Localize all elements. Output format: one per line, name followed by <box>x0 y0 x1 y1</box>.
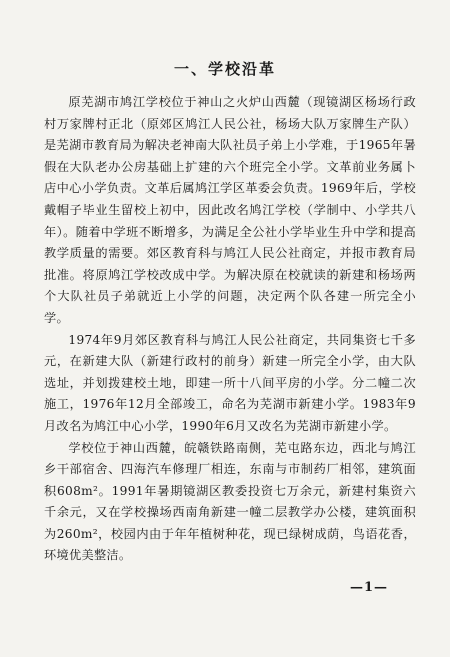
body-text <box>44 92 416 567</box>
section-title: 一、学校沿革 <box>173 60 276 78</box>
page-number: —1— <box>349 580 388 595</box>
paragraph-history: 原芜湖市鸠江学校位于神山之火炉山西麓（现镜湖区杨场行政村万家牌村正北（原郊区鸠江人民公社，杨场大队万家牌生产队）是芜湖市教育局为解决老神南大队社员子弟上小学难，于1965年暑假在大队老办公房基础上扩建的六个班完全小学。文革前业务属卜店中心小学负责。文革后属鸠江学区革委会负责。1969年后，学校戴帽子毕业生留校上初中，因此改名鸠江学校（学制中、小学共八年）。随着中学班不断增多，为满足全公社小学毕业生升中学和提高教学质量的需要。郊区教育科与鸠江人民公社商定，并报市教育局批准。将原鸠江学校改成中学。为解决原在校就读的新建和杨场两个大队社员子弟就近上小学的问题，决定两个队各建一所完全小学。 <box>44 95 416 325</box>
paragraph-location: 学校位于神山西麓，皖赣铁路南侧，芜屯路东边，西北与鸠江乡干部宿舍、四海汽车修理厂相连，东南与市制药厂相邻，建筑面积608m²。1991年暑期镜湖区教委投资七万余元，新建村集资六千余元，又在学校操场西南角新建一幢二层教学办公楼，建筑面积为260m²，校园内由于年年植树种花，现已绿树成荫，鸟语花香，环境优美整洁。 <box>44 440 416 563</box>
paragraph-founding: 1974年9月郊区教育科与鸠江人民公社商定，共同集资七千多元，在新建大队（新建行政村的前身）新建一所完全小学，由大队选址，并划拨建校土地，即建一所十八间平房的小学。分二幢二次施工，1976年12月全部竣工，命名为芜湖市新建小学。1983年9月改名为鸠江中心小学，1990年6月又改名为芜湖市新建小学。 <box>44 332 416 433</box>
